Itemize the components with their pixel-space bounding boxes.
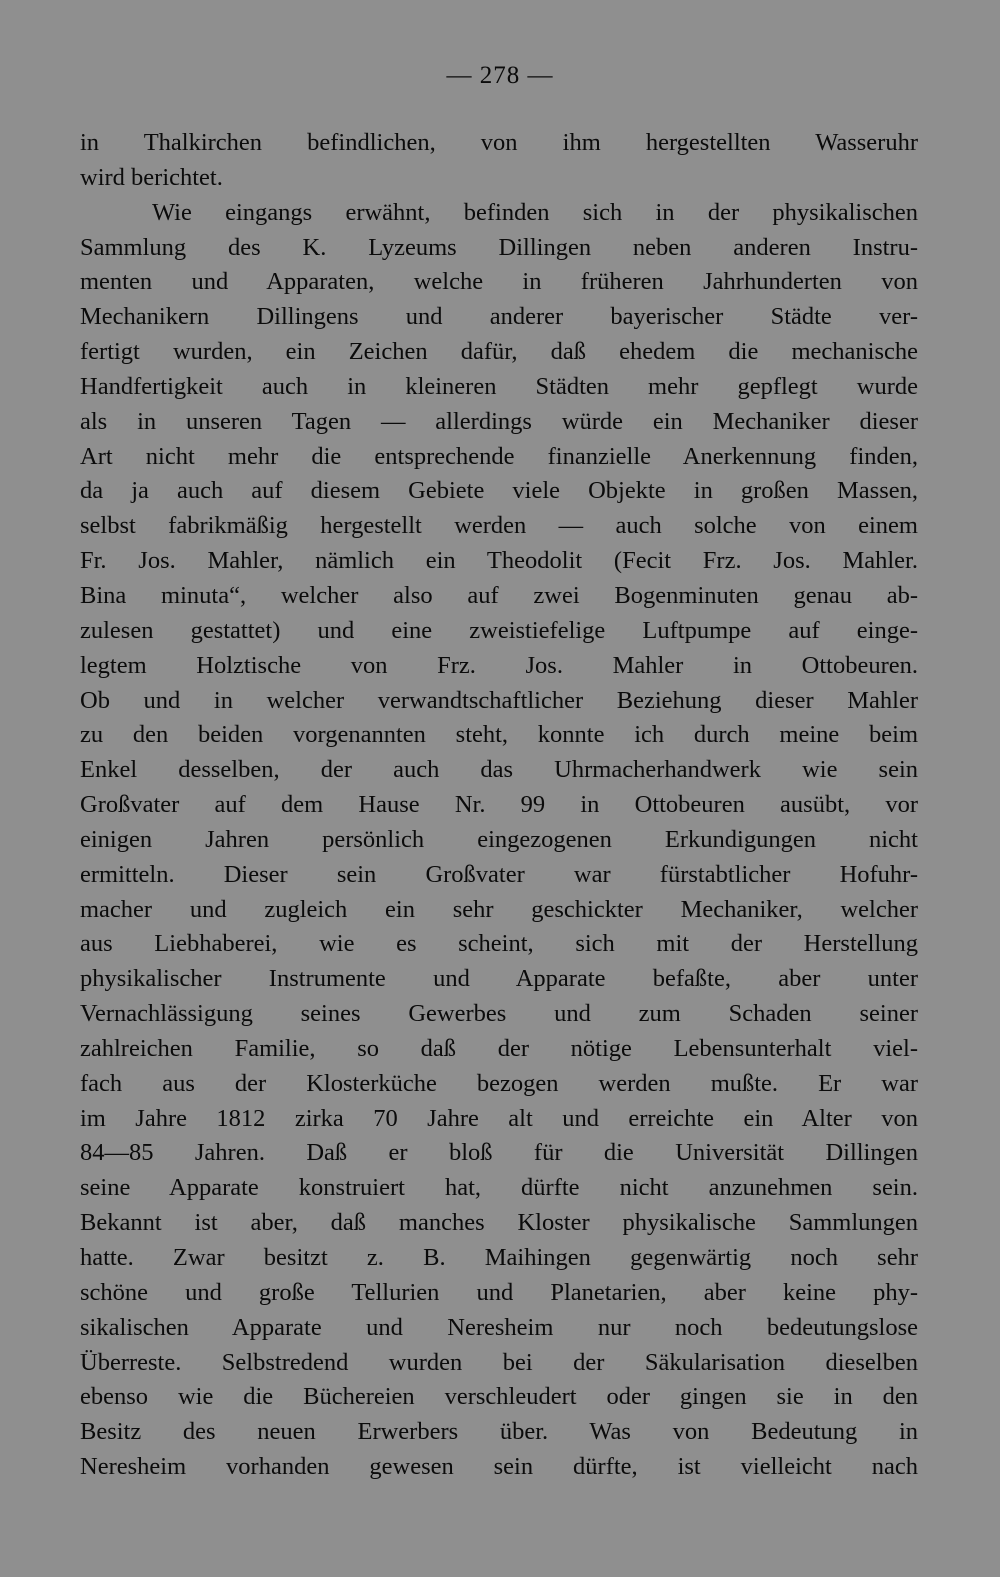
text-line: Ob und in welcher verwandtschaftlicher Beziehung dieser Mahler	[80, 686, 918, 714]
text-line: ermitteln. Dieser sein Großvater war fürstabtlicher Hofuhr-	[80, 860, 918, 888]
text-line: Fr. Jos. Mahler, nämlich ein Theodolit (Fecit Frz. Jos. Mahler.	[80, 547, 918, 575]
text-line: wird berichtet.	[80, 163, 223, 191]
text-line: Mechanikern Dillingens und anderer bayerischer Städte ver-	[80, 303, 918, 331]
text-line: Sammlung des K. Lyzeums Dillingen neben anderen Instru-	[80, 233, 918, 261]
text-line: Bekannt ist aber, daß manches Kloster physikalische Sammlungen	[80, 1209, 918, 1237]
body-text	[80, 126, 918, 1485]
text-line: Großvater auf dem Hause Nr. 99 in Ottobeuren ausübt, vor	[80, 791, 918, 819]
text-line: Bina minuta“, welcher also auf zwei Bogenminuten genau ab-	[80, 581, 918, 609]
text-line: seine Apparate konstruiert hat, dürfte nicht anzunehmen sein.	[80, 1174, 918, 1202]
text-line: ebenso wie die Büchereien verschleudert oder gingen sie in den	[80, 1383, 918, 1411]
page-number: — 278 —	[446, 62, 554, 89]
text-line: Vernachlässigung seines Gewerbes und zum Schaden seiner	[80, 1000, 918, 1028]
text-line: zu den beiden vorgenannten steht, konnte ich durch meine beim	[80, 721, 918, 749]
text-line: aus Liebhaberei, wie es scheint, sich mit der Herstellung	[80, 930, 918, 958]
text-line: in Thalkirchen befindlichen, von ihm hergestellten Wasseruhr	[80, 129, 918, 156]
text-line: fach aus der Klosterküche bezogen werden mußte. Er war	[80, 1069, 918, 1097]
text-line: legtem Holztische von Frz. Jos. Mahler in Ottobeuren.	[80, 651, 918, 679]
text-line: schöne und große Tellurien und Planetarien, aber keine phy-	[80, 1278, 918, 1306]
text-line: als in unseren Tagen — allerdings würde ein Mechaniker dieser	[80, 407, 918, 435]
text-line: einigen Jahren persönlich eingezogenen Erkundigungen nicht	[80, 825, 918, 853]
text-line: hatte. Zwar besitzt z. B. Maihingen gegenwärtig noch sehr	[80, 1244, 918, 1271]
text-line: Enkel desselben, der auch das Uhrmacherhandwerk wie sein	[80, 756, 918, 784]
text-line: Art nicht mehr die entsprechende finanzielle Anerkennung finden,	[80, 442, 918, 470]
text-line: 84—85 Jahren. Daß er bloß für die Universität Dillingen	[80, 1139, 918, 1167]
text-line: zahlreichen Familie, so daß der nötige Lebensunterhalt viel-	[80, 1034, 918, 1062]
text-line: Wie eingangs erwähnt, befinden sich in der physikalischen	[152, 198, 918, 226]
text-line: Besitz des neuen Erwerbers über. Was von Bedeutung in	[80, 1418, 918, 1446]
text-line: macher und zugleich ein sehr geschickter Mechaniker, welcher	[80, 895, 918, 923]
text-line: Überreste. Selbstredend wurden bei der Säkularisation dieselben	[80, 1348, 918, 1376]
text-line: selbst fabrikmäßig hergestellt werden — auch solche von einem	[80, 512, 918, 540]
text-line: da ja auch auf diesem Gebiete viele Objekte in großen Massen,	[80, 477, 918, 505]
text-line: sikalischen Apparate und Neresheim nur noch bedeutungslose	[80, 1313, 918, 1341]
text-line: im Jahre 1812 zirka 70 Jahre alt und erreichte ein Alter von	[80, 1104, 918, 1132]
text-line: physikalischer Instrumente und Apparate befaßte, aber unter	[80, 965, 918, 993]
text-line: Neresheim vorhanden gewesen sein dürfte, ist vielleicht nach	[80, 1453, 918, 1481]
text-line: fertigt wurden, ein Zeichen dafür, daß ehedem die mechanische	[80, 338, 918, 366]
text-line: menten und Apparaten, welche in früheren Jahrhunderten von	[80, 268, 918, 296]
text-line: Handfertigkeit auch in kleineren Städten mehr gepflegt wurde	[80, 372, 918, 400]
text-line: zulesen gestattet) und eine zweistiefelige Luftpumpe auf einge-	[80, 616, 918, 644]
